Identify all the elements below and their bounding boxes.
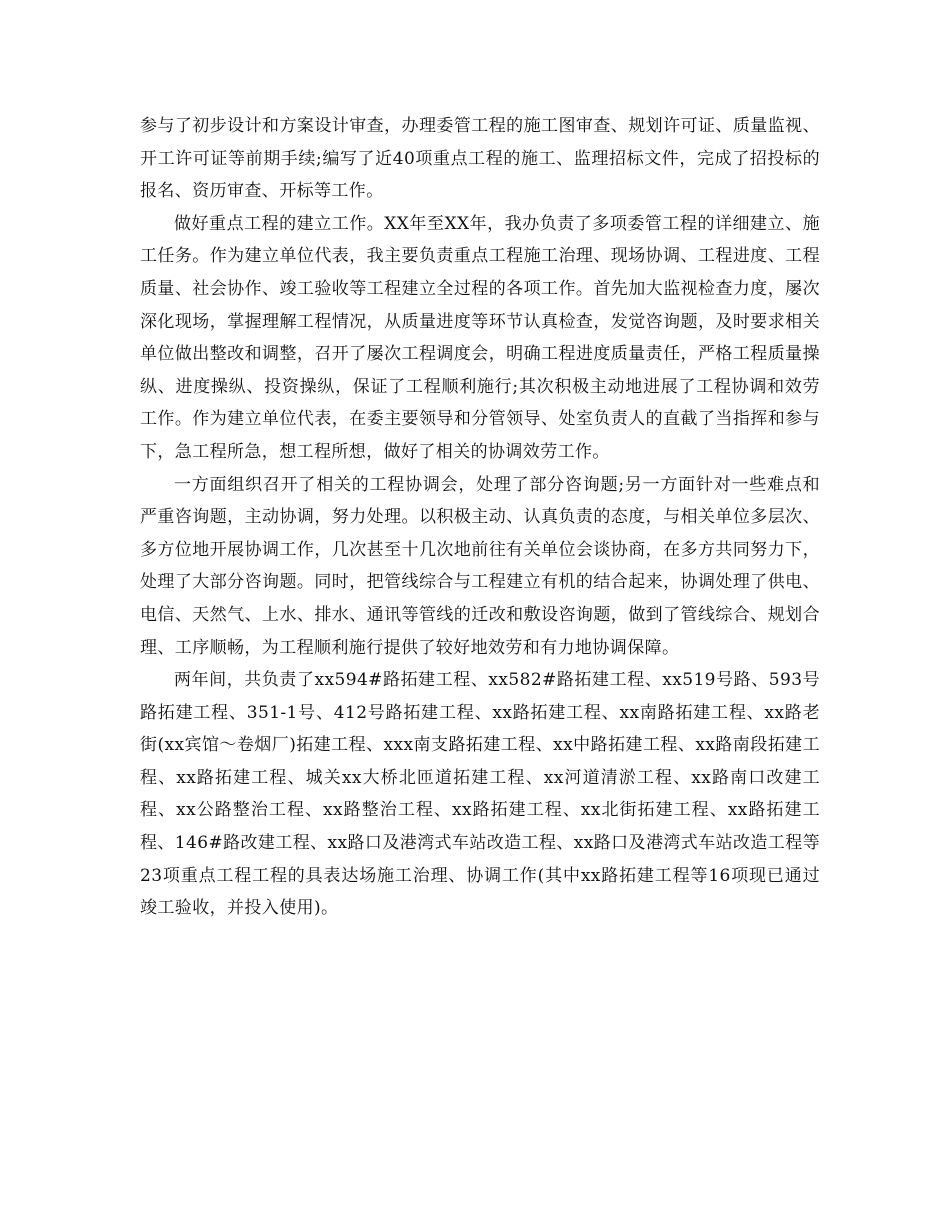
paragraph-3: 一方面组织召开了相关的工程协调会，处理了部分咨询题;另一方面针对一些难点和严重咨询题，主动协调，努力处理。以积极主动、认真负责的态度，与相关单位多层次、多方位地开展协调工作，几次甚至十几次地前往有关单位会谈协商，在多方共同努力下，处理了大部分咨询题。同时，把管线综合与工程建立有机的结合起来，协调处理了供电、电信、天然气、上水、排水、通讯等管线的迁改和敷设咨询题，做到了管线综合、规划合理、工序顺畅，为工程顺利施行提供了较好地效劳和有力地协调保障。 [140,474,820,658]
document-body [140,110,820,925]
paragraph-4: 两年间，共负责了xx594#路拓建工程、xx582#路拓建工程、xx519号路、593号路拓建工程、351-1号、412号路拓建工程、xx路拓建工程、xx南路拓建工程、xx路老街(xx宾馆～卷烟厂)拓建工程、xxx南支路拓建工程、xx中路拓建工程、xx路南段拓建工程、xx路拓建工程、城关xx大桥北匝道拓建工程、xx河道清淤工程、xx路南口改建工程、xx公路整治工程、xx路整治工程、xx路拓建工程、xx北街拓建工程、xx路拓建工程、146#路改建工程、xx路口及港湾式车站改造工程、xx路口及港湾式车站改造工程等23项重点工程工程的具表达场施工治理、协调工作(其中xx路拓建工程等16项现已通过竣工验收，并投入使用)。 [140,670,820,919]
paragraph-1: 参与了初步设计和方案设计审查，办理委管工程的施工图审查、规划许可证、质量监视、开工许可证等前期手续;编写了近40项重点工程的施工、监理招标文件，完成了招投标的报名、资历审查、开标等工作。 [140,116,820,202]
paragraph-2: 做好重点工程的建立工作。XX年至XX年，我办负责了多项委管工程的详细建立、施工任务。作为建立单位代表，我主要负责重点工程施工治理、现场协调、工程进度、工程质量、社会协作、竣工验收等工程建立全过程的各项工作。首先加大监视检查力度，屡次深化现场，掌握理解工程情况，从质量进度等环节认真检查，发觉咨询题，及时要求相关单位做出整改和调整，召开了屡次工程调度会，明确工程进度质量责任，严格工程质量操纵、进度操纵、投资操纵，保证了工程顺利施行;其次积极主动地进展了工程协调和效劳工作。作为建立单位代表，在委主要领导和分管领导、处室负责人的直截了当指挥和参与下，急工程所急，想工程所想，做好了相关的协调效劳工作。 [140,213,820,462]
